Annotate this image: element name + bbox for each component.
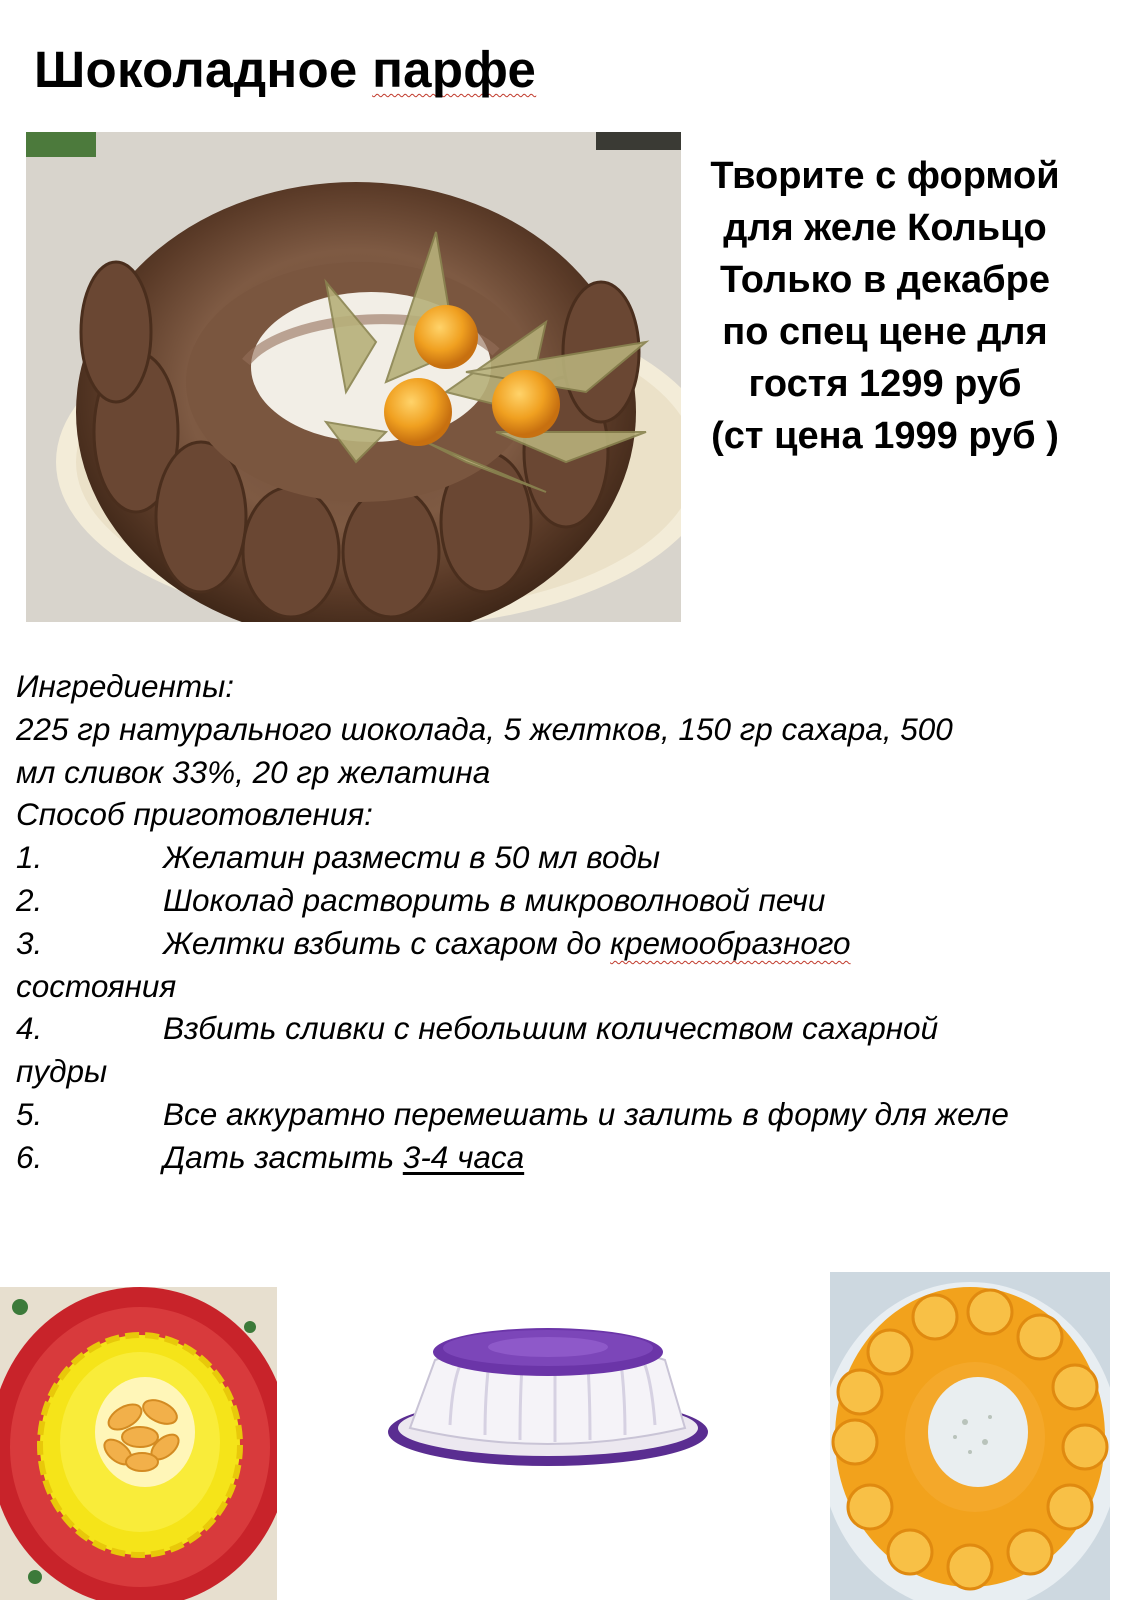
method-step [16, 1136, 1116, 1179]
step-continuation: состояния [16, 967, 177, 1004]
method-step [16, 836, 1116, 879]
promo-line: по спец цене для [722, 311, 1048, 353]
recipe-body [16, 665, 1116, 1179]
jelly-mold-image [380, 1310, 725, 1485]
promo-text [685, 150, 1085, 462]
yellow-jelly-image [0, 1287, 277, 1600]
ingredients-text: 225 гр натурального шоколада, 5 желтков, 150 гр сахара, 500 [16, 710, 953, 747]
step-misspelled-word: кремообразного [610, 924, 851, 961]
promo-line: Творите с формой [710, 155, 1060, 197]
step-number: 5. [16, 1095, 43, 1132]
step-text [163, 1136, 524, 1179]
ingredients-text: мл сливок 33%, 20 гр желатина [16, 753, 491, 790]
step-continuation: пудры [16, 1053, 108, 1090]
ingredients-heading: Ингредиенты: [16, 668, 235, 704]
yellow-jelly-photo [0, 1287, 277, 1600]
step-number: 6. [16, 1138, 43, 1175]
step-text: Желатин размести в 50 мл воды [163, 839, 661, 876]
step-number: 2. [16, 881, 43, 918]
title-text: Шоколадное [34, 41, 373, 98]
method-step [16, 879, 1116, 922]
step-text: Взбить сливки с небольшим количеством сахарной [163, 1010, 939, 1047]
step-underlined-time: 3-4 часа [402, 1138, 525, 1175]
main-dessert-photo [26, 132, 681, 622]
step-number: 1. [16, 839, 43, 876]
method-step [16, 1007, 1116, 1050]
orange-jelly-photo [830, 1272, 1110, 1600]
promo-line: гостя 1299 руб [748, 363, 1022, 405]
step-number: 3. [16, 924, 43, 961]
step-text: Шоколад растворить в микроволновой печи [163, 881, 826, 918]
recipe-title [34, 40, 536, 99]
jelly-mold-photo [380, 1310, 725, 1485]
promo-line: (ст цена 1999 руб ) [711, 415, 1059, 457]
step-text-part: Желтки взбить с сахаром до [163, 924, 611, 961]
method-heading: Способ приготовления: [16, 796, 373, 833]
method-step [16, 922, 1116, 965]
step-text: Все аккуратно перемешать и залить в форму для желе [163, 1095, 1009, 1132]
step-text-part: Дать застыть [163, 1138, 403, 1175]
title-misspelled-word: парфе [372, 41, 537, 98]
step-number: 4. [16, 1010, 43, 1047]
method-step [16, 1093, 1116, 1136]
step-text [163, 922, 851, 965]
chocolate-parfait-image [26, 132, 681, 622]
orange-jelly-image [830, 1272, 1110, 1600]
promo-line: Только в декабре [719, 259, 1050, 301]
promo-line: для желе Кольцо [723, 207, 1047, 249]
